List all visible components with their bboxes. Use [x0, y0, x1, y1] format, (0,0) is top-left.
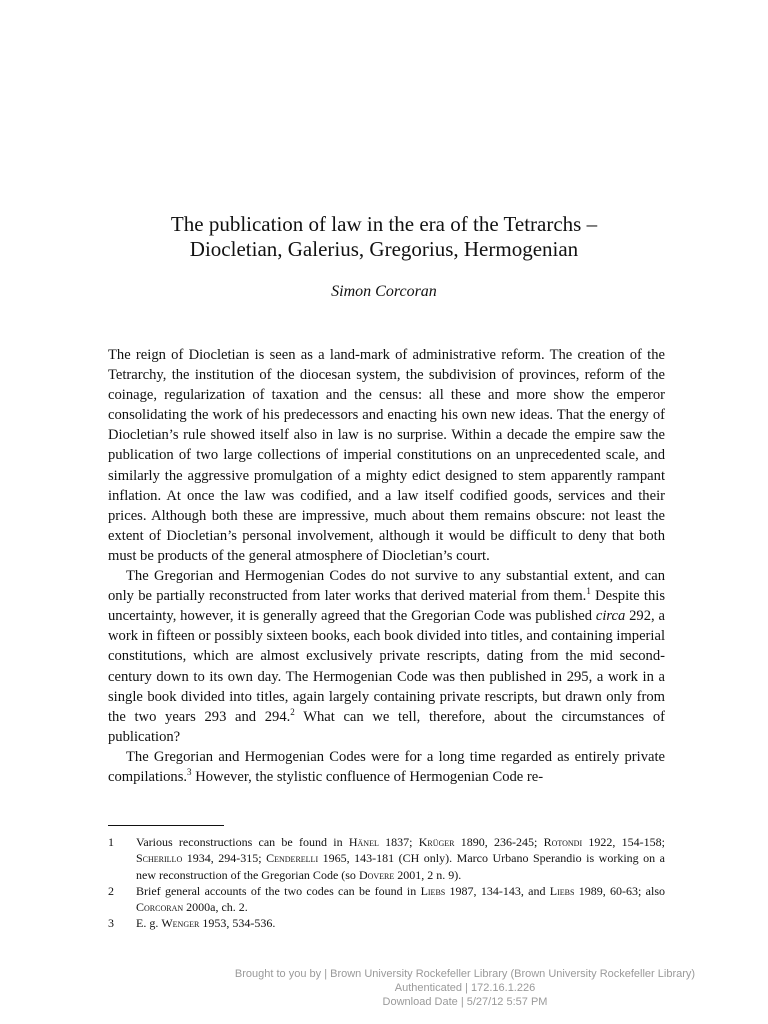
title-line-2: Diocletian, Galerius, Gregorius, Hermogenian [189, 237, 579, 261]
citation-author: Liebs [420, 883, 446, 898]
paragraph-2 [108, 566, 665, 747]
download-notice [180, 967, 750, 1009]
footnote-number: 2 [108, 883, 114, 898]
citation-author: Cenderelli [266, 851, 319, 866]
footnote-text-part: 1965, 143-181 (CH only). Marco Urbano Sperandio is working on a new reconstruction of the Gregorian Code (so [136, 851, 666, 882]
footnote-3 [108, 915, 665, 931]
footnote-number: 3 [108, 916, 114, 931]
footnote-text-part: E. g. [136, 916, 162, 931]
citation-author: Dovere [358, 867, 395, 882]
footnote-text-part: Brief general accounts of the two codes can be found in [136, 883, 421, 898]
citation-author: Corcoran [136, 900, 184, 915]
paragraph-3 [108, 747, 665, 787]
citation-author: Rotondi [543, 835, 583, 849]
footnote-text-part: 1934, 294-315; [182, 851, 267, 866]
footnote-ref-1[interactable]: 1 [586, 586, 591, 597]
paragraph-3-text-a: The Gregorian and Hermogenian Codes were for a long time regarded as entirely private compilations. [108, 748, 665, 785]
footnote-1 [108, 834, 665, 883]
download-notice-line-3: Download Date | 5/27/12 5:57 PM [382, 996, 548, 1008]
article-title [0, 212, 768, 262]
download-notice-line-1: Brought to you by | Brown University Rockefeller Library (Brown University Rockefeller Library) [234, 968, 696, 980]
author-name: Simon Corcoran [331, 283, 437, 300]
footnote-text-part: 1953, 534-536. [199, 916, 276, 931]
footnote-ref-2[interactable]: 2 [290, 706, 295, 717]
paragraph-2-text-d: What can we tell, therefore, about the circumstances of publication? [108, 708, 665, 745]
footnote-text [136, 834, 665, 883]
title-line-1: The publication of law in the era of the Tetrarchs – [170, 212, 598, 236]
footnote-text-part: 2001, 2 n. 9). [394, 867, 462, 882]
paragraph-3-text-b: However, the stylistic confluence of Hermogenian Code re- [191, 768, 544, 785]
footnote-text-part: 1989, 60-63; also [574, 883, 666, 898]
paragraph-2-text-c: 292, a work in fifteen or possibly sixteen books, each book divided into titles, and containing imperial constitutions, which are almost exclusively private rescripts, dating from the mid second-century down to its own day. The Hermogenian Code was then published in 295, a work in a single book divided into titles, again largely containing private rescripts, but drawn only from the two years 293 and 294. [108, 608, 665, 725]
footnote-text-part: 1987, 134-143, and [445, 883, 550, 898]
footnote-text-part: 1890, 236-245; [454, 835, 544, 849]
footnote-text [136, 883, 665, 916]
paragraph-2-circa: circa [595, 608, 626, 625]
paragraph-2-text-b: Despite this uncertainty, however, it is generally agreed that the Gregorian Code was published [108, 588, 665, 625]
footnote-ref-3[interactable]: 3 [187, 767, 192, 778]
footnote-number: 1 [108, 835, 114, 849]
footnote-text-part: Various reconstructions can be found in [136, 835, 349, 849]
footnote-2 [108, 883, 665, 916]
footnote-text-part: 1922, 154-158; [582, 835, 665, 849]
citation-author: Krüger [418, 835, 455, 849]
download-notice-line-2: Authenticated | 172.16.1.226 [394, 982, 536, 994]
citation-author: Scherillo [136, 851, 183, 866]
paragraph-1: The reign of Diocletian is seen as a land-mark of administrative reform. The creation of the Tetrarchy, the institution of the diocesan system, the subdivision of provinces, reform of the coinage, regularization of taxation and the census: all these and more show the emperor consolidating the work of his predecessors and enacting his own new ideas. That the energy of Diocletian’s rule showed itself also in law is no surprise. Within a decade the empire saw the publication of two large collections of imperial constitutions on an unprecedented scale, and similarly the aggressive promulgation of a mighty edict designed to stem apparently rampant inflation. At once the law was codified, and a law itself codified goods, services and their prices. Although both these are impressive, much about them remains obscure: not least the extent of Diocletian’s personal involvement, although it would be difficult to deny that both must be products of the general atmosphere of Diocletian’s court. [108, 347, 665, 564]
article-body [108, 345, 665, 787]
citation-author: Liebs [549, 883, 575, 898]
footnote-text [136, 915, 665, 931]
footnote-text-part: 1837; [378, 835, 419, 849]
footnotes [108, 834, 665, 932]
paragraph-2-text-a: The Gregorian and Hermogenian Codes do not survive to any substantial extent, and can only be partially reconstructed from later works that derived material from them. [108, 568, 665, 605]
footnote-text-part: 2000a, ch. 2. [183, 900, 248, 915]
citation-author: Wenger [161, 916, 200, 931]
footnote-divider [108, 825, 224, 826]
citation-author: Hänel [348, 835, 379, 849]
